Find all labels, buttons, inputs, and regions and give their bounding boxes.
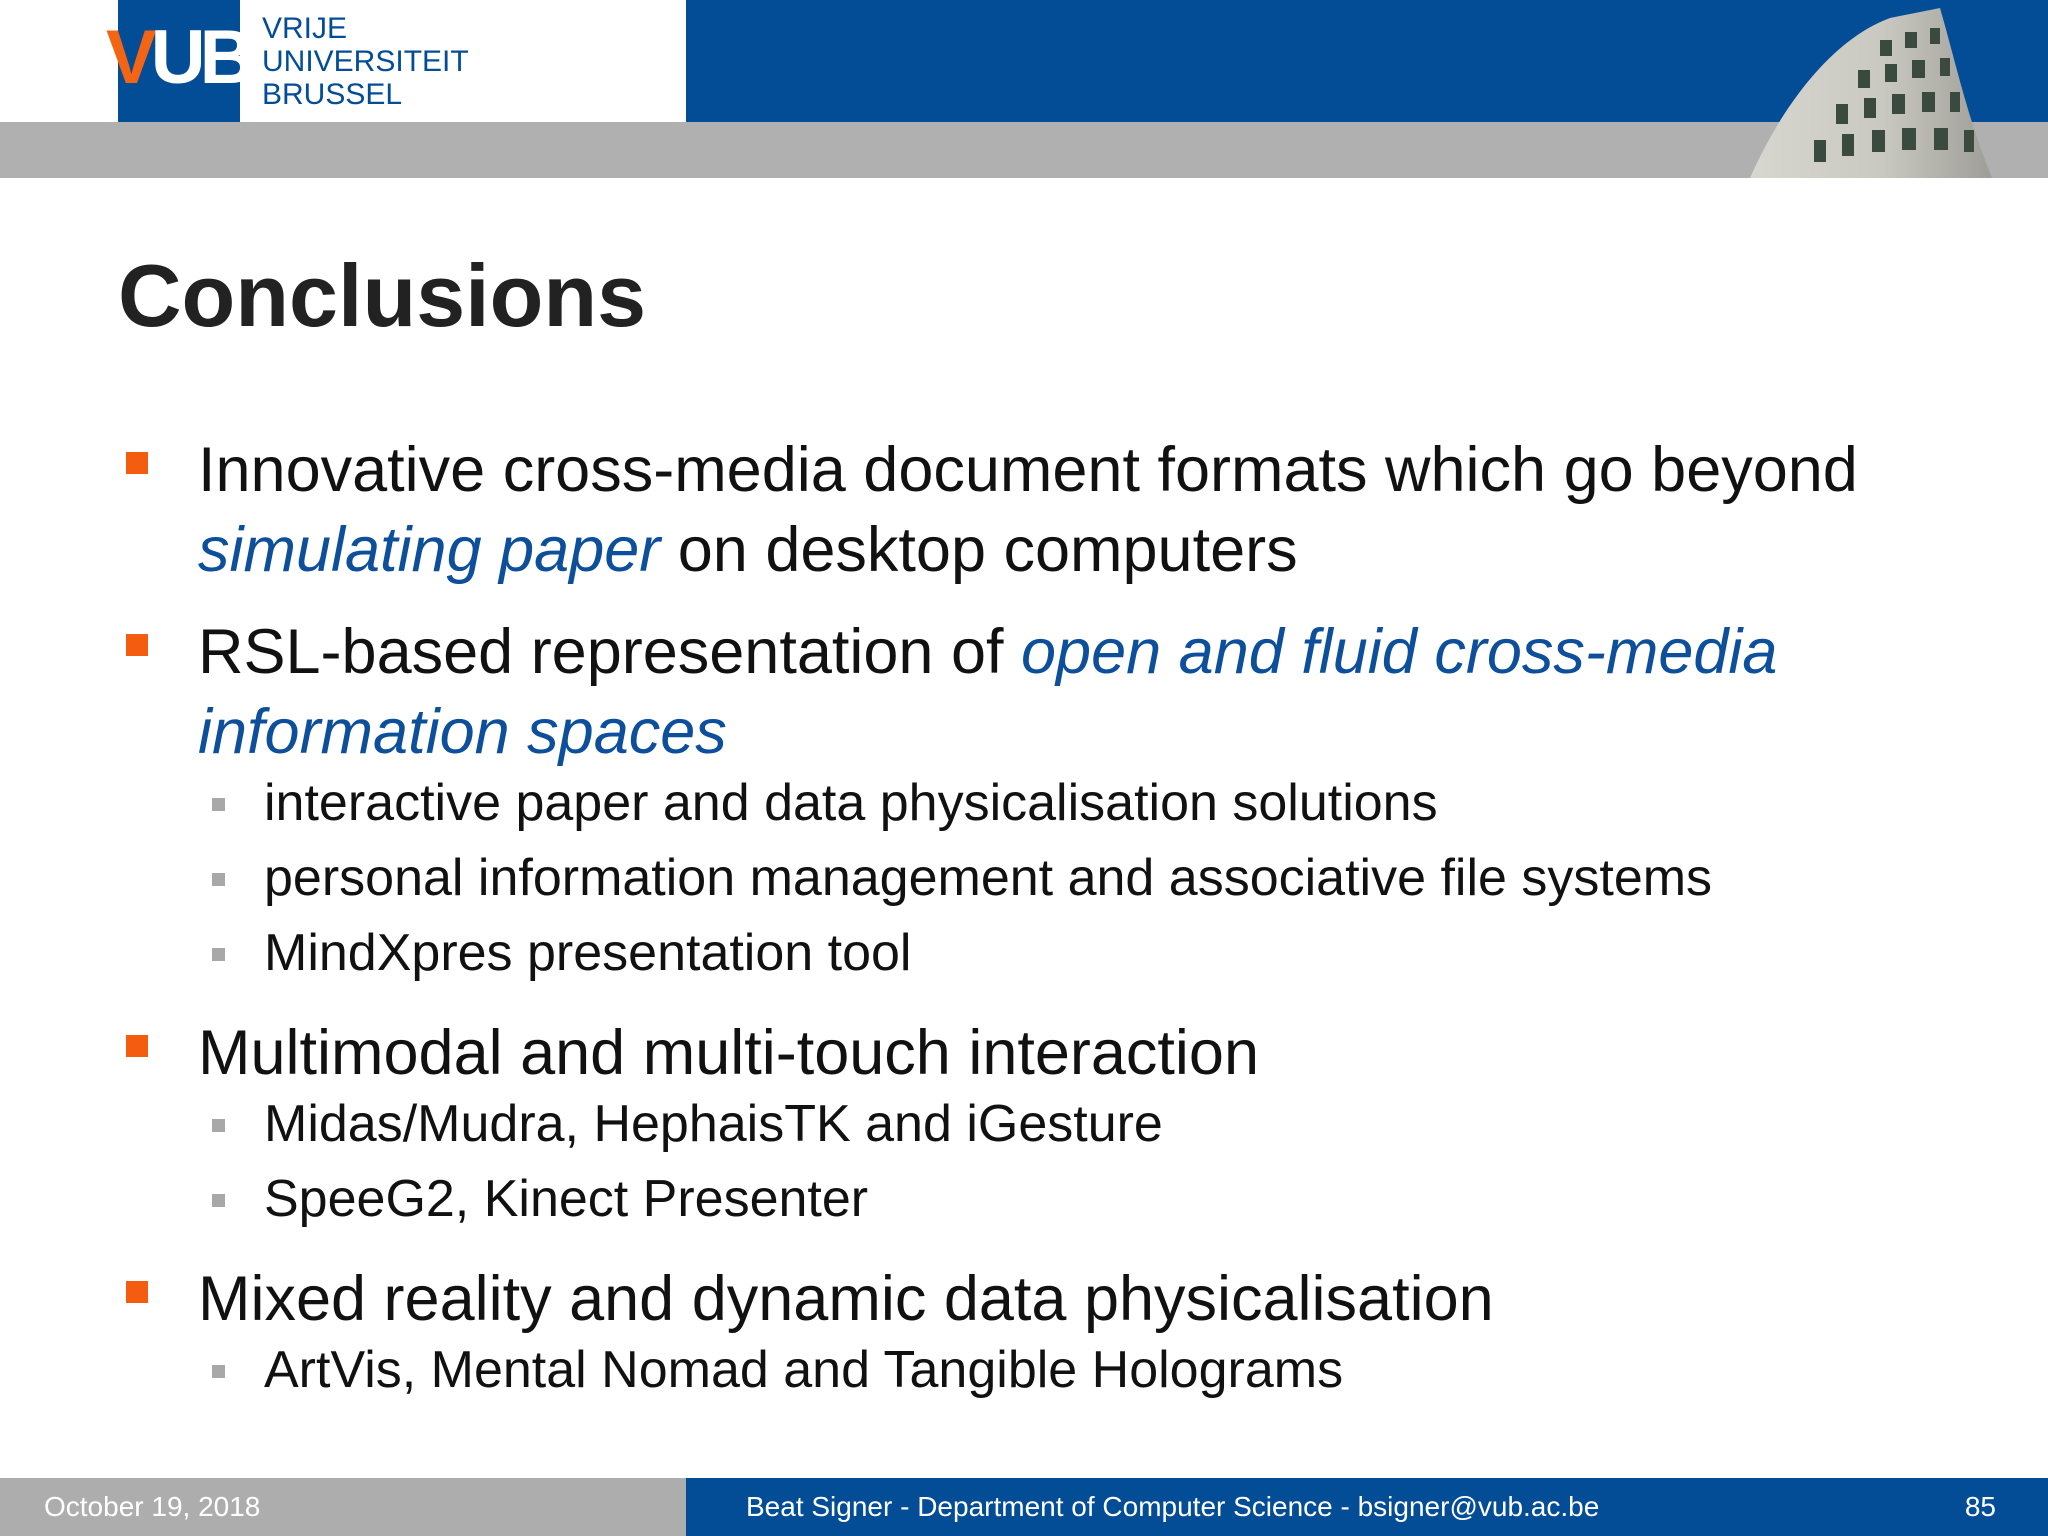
bullet-text (198, 430, 1998, 590)
sub-item (118, 916, 1998, 991)
bullet-text: Mixed reality and dynamic data physicalisation (198, 1264, 1494, 1334)
bullet-text-part: RSL-based representation of (198, 617, 1021, 687)
bullet-item-2 (118, 612, 1998, 772)
bullet-text: Multimodal and multi-touch interaction (198, 1018, 1260, 1088)
bullet-text-emphasis: open and fluid cross-media information spaces (198, 617, 1778, 767)
sub-item (118, 766, 1998, 841)
sub-item (118, 1162, 1998, 1237)
slide-content (118, 430, 1998, 1430)
sub-item-text: SpeeG2, Kinect Presenter (264, 1170, 869, 1228)
bullet-item-3 (118, 1013, 1998, 1093)
orange-square-bullet-icon (126, 452, 148, 474)
sub-item-text: Midas/Mudra, HephaisTK and iGesture (264, 1095, 1163, 1153)
logo-line-2: UNIVERSITEIT (262, 45, 469, 78)
bullet-text-part: on desktop computers (660, 515, 1298, 585)
university-name (262, 12, 469, 111)
sub-item (118, 1333, 1998, 1408)
gray-square-bullet-icon (212, 798, 225, 811)
page-number: 85 (1964, 1491, 1996, 1522)
orange-square-bullet-icon (126, 634, 148, 656)
gray-square-bullet-icon (212, 1194, 225, 1207)
orange-square-bullet-icon (126, 1035, 148, 1057)
bullet-text-emphasis: simulating paper (198, 515, 661, 585)
sub-list-2 (118, 766, 1998, 991)
gray-square-bullet-icon (212, 948, 225, 961)
vub-logo-mark (106, 15, 249, 100)
sub-item-text: interactive paper and data physicalisation solutions (264, 774, 1438, 832)
sub-item (118, 1087, 1998, 1162)
bullet-item-1 (118, 430, 1998, 590)
bullet-item-4 (118, 1259, 1998, 1339)
gray-square-bullet-icon (212, 1119, 225, 1132)
gray-square-bullet-icon (212, 1365, 225, 1378)
bullet-text-part: Innovative cross-media document formats which go beyond (198, 435, 1858, 505)
footer-date: October 19, 2018 (44, 1491, 261, 1522)
slide-title: Conclusions (118, 246, 647, 345)
footer-author-line: Beat Signer - Department of Computer Science - bsigner@vub.ac.be (746, 1491, 1600, 1522)
sub-item (118, 841, 1998, 916)
sub-item-text: MindXpres presentation tool (264, 924, 912, 982)
orange-square-bullet-icon (126, 1281, 148, 1303)
sub-item-text: ArtVis, Mental Nomad and Tangible Holograms (264, 1341, 1344, 1399)
gray-square-bullet-icon (212, 873, 225, 886)
sub-list-4 (118, 1333, 1998, 1408)
building-photo-icon (1740, 0, 2000, 178)
logo-line-3: BRUSSEL (262, 78, 403, 111)
sub-list-3 (118, 1087, 1998, 1237)
logo-ub-letters: UB (150, 15, 249, 100)
logo-v-letter: V (106, 15, 151, 100)
sub-item-text: personal information management and associative file systems (264, 849, 1713, 907)
logo-line-1: VRIJE (262, 12, 348, 45)
bullet-text (198, 612, 1998, 772)
